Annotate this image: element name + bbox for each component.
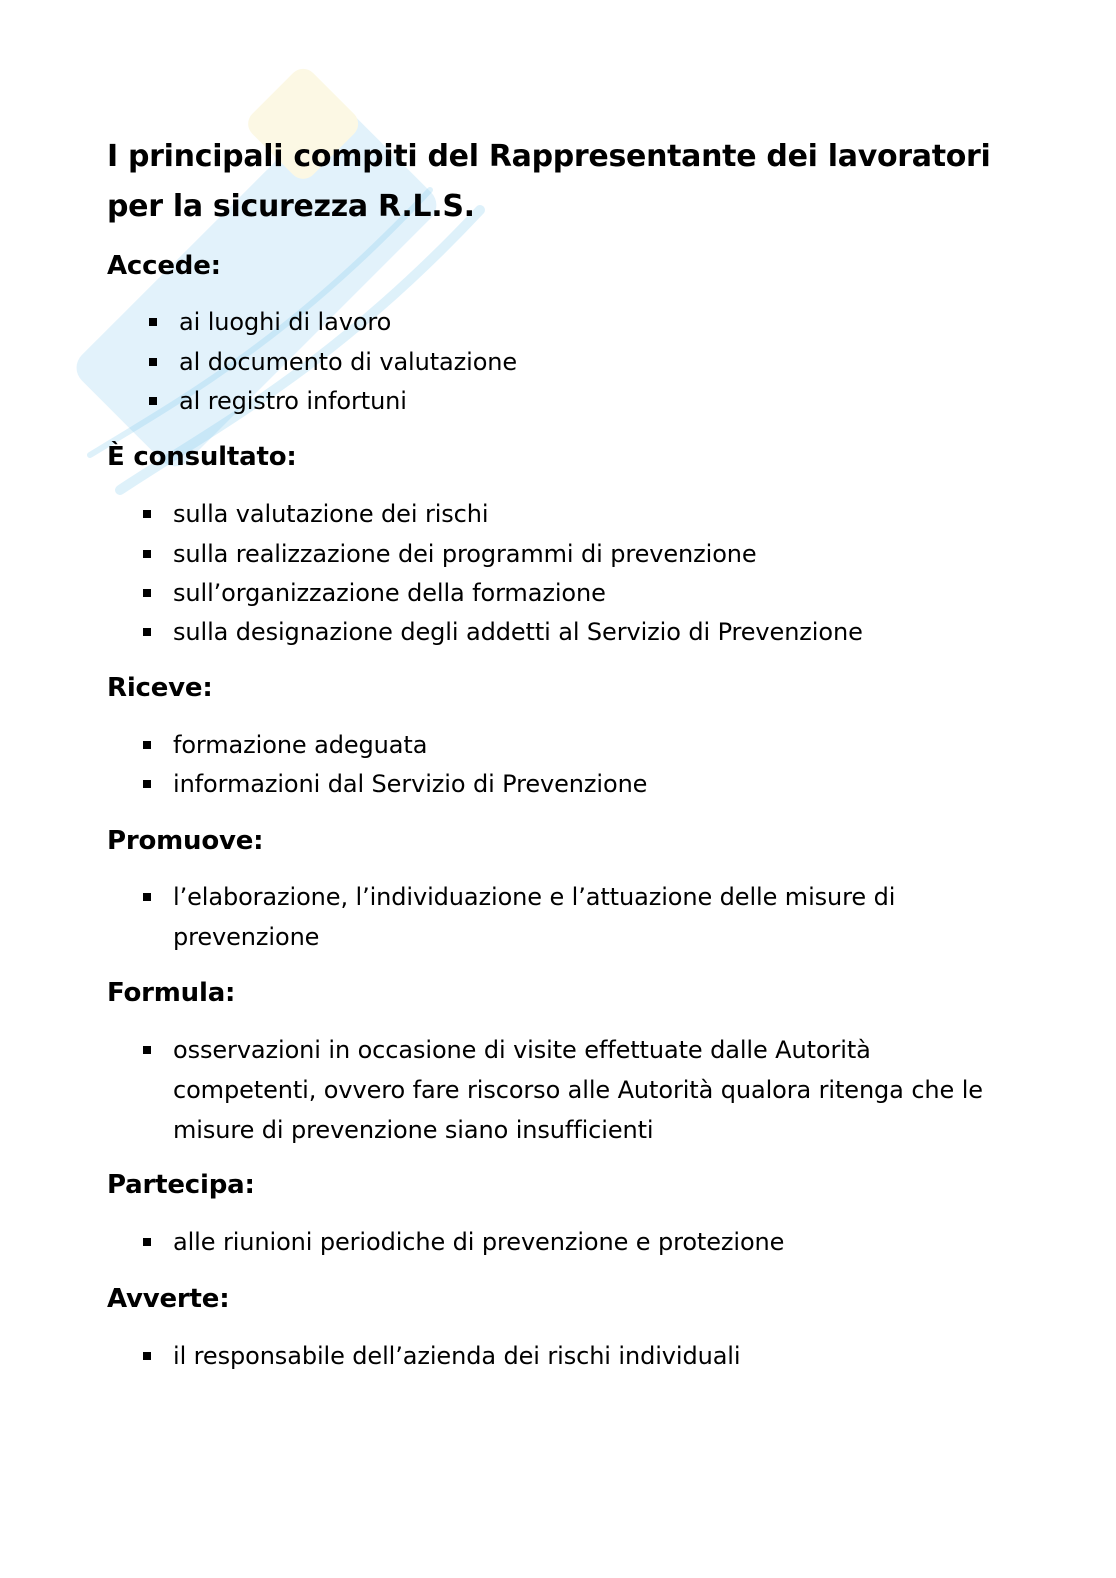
list-item-text: sull’organizzazione della formazione: [173, 579, 606, 607]
square-bullet-icon: [149, 318, 157, 326]
square-bullet-icon: [143, 589, 151, 597]
list-item-consultato-1: [147, 494, 1007, 534]
square-bullet-icon: [143, 741, 151, 749]
section-heading-promuove: Promuove:: [107, 826, 264, 856]
square-bullet-icon: [149, 397, 157, 405]
list-item-text: al documento di valutazione: [179, 348, 518, 376]
section-heading-consultato: È consultato:: [107, 442, 297, 472]
section-heading-avverte: Avverte:: [107, 1284, 230, 1314]
list-item-promuove-1: [147, 877, 1007, 957]
list-item-partecipa-1: [147, 1222, 1007, 1262]
square-bullet-icon: [143, 550, 151, 558]
section-heading-formula: Formula:: [107, 978, 236, 1008]
list-item-text: l’elaborazione, l’individuazione e l’attuazione delle misure di prevenzione: [173, 883, 896, 951]
list-item-accede-2: [153, 342, 1013, 382]
square-bullet-icon: [143, 780, 151, 788]
square-bullet-icon: [143, 510, 151, 518]
list-item-text: alle riunioni periodiche di prevenzione e protezione: [173, 1228, 785, 1256]
list-item-riceve-1: [147, 725, 1007, 765]
list-item-text: ai luoghi di lavoro: [179, 308, 392, 336]
document-title: I principali compiti del Rappresentante dei lavoratori per la sicurezza R.L.S.: [107, 139, 991, 224]
list-item-text: sulla realizzazione dei programmi di prevenzione: [173, 540, 757, 568]
square-bullet-icon: [143, 1238, 151, 1246]
section-heading-riceve: Riceve:: [107, 673, 213, 703]
square-bullet-icon: [143, 1352, 151, 1360]
list-item-text: sulla valutazione dei rischi: [173, 500, 489, 528]
list-item-text: informazioni dal Servizio di Prevenzione: [173, 770, 648, 798]
list-item-text: formazione adeguata: [173, 731, 428, 759]
list-item-text: sulla designazione degli addetti al Servizio di Prevenzione: [173, 618, 863, 646]
list-item-accede-1: [153, 302, 1013, 342]
section-heading-accede: Accede:: [107, 251, 221, 281]
square-bullet-icon: [143, 1046, 151, 1054]
list-item-riceve-2: [147, 764, 1007, 804]
square-bullet-icon: [149, 358, 157, 366]
square-bullet-icon: [143, 893, 151, 901]
list-item-consultato-4: [147, 612, 1007, 652]
square-bullet-icon: [143, 628, 151, 636]
section-heading-partecipa: Partecipa:: [107, 1170, 255, 1200]
list-item-avverte-1: [147, 1336, 1007, 1376]
list-item-accede-3: [153, 381, 1013, 421]
list-item-text: il responsabile dell’azienda dei rischi individuali: [173, 1342, 741, 1370]
list-item-formula-1: [147, 1030, 1007, 1150]
list-item-text: al registro infortuni: [179, 387, 407, 415]
list-item-consultato-3: [147, 573, 1007, 613]
list-item-text: osservazioni in occasione di visite effettuate dalle Autorità competenti, ovvero fare riscorso alle Autorità qualora ritenga che le misure di prevenzione siano insufficienti: [173, 1036, 983, 1144]
list-item-consultato-2: [147, 534, 1007, 574]
